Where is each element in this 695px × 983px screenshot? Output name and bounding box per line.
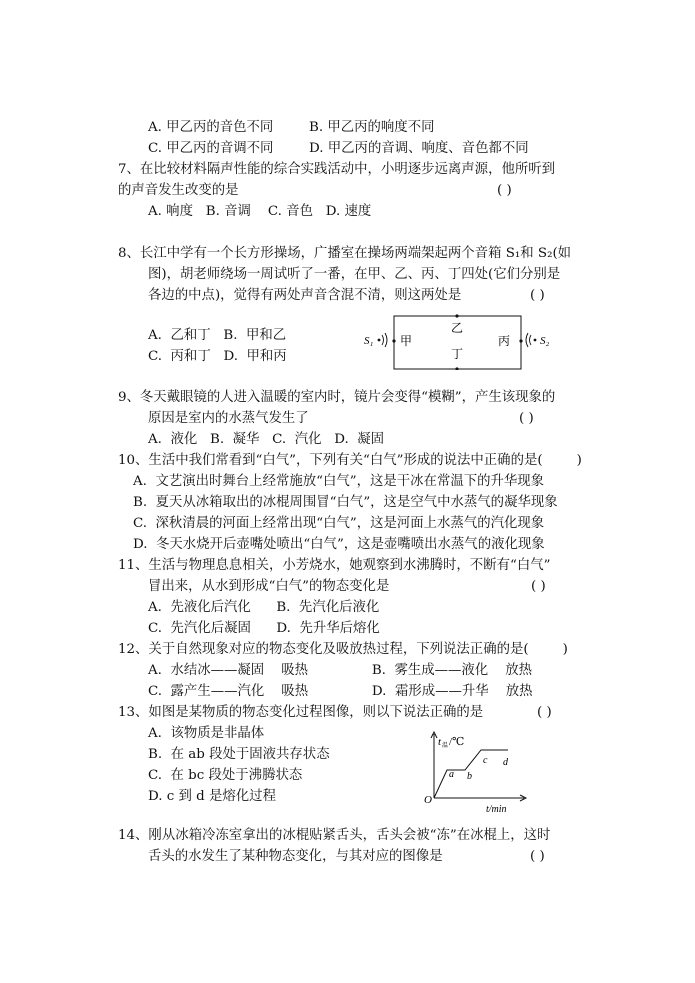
q11-options-ab: A. 先液化后汽化 B. 先汽化后液化 <box>148 600 380 615</box>
label-yi: 乙 <box>451 321 464 335</box>
label-jia: 甲 <box>400 334 413 348</box>
q6-option-b: B. 甲乙丙的响度不同 <box>309 120 435 135</box>
q12-stem: 12、关于自然现象对应的物态变化及吸放热过程，下列说法正确的是( ) <box>118 642 568 657</box>
q12-options-ab: A. 水结冰——凝固 吸热 B. 雾生成——液化 放热 <box>148 663 532 678</box>
q7-answer-blank: ( ) <box>497 183 512 198</box>
s1-speaker-icon <box>378 339 381 342</box>
q11-options-cd: C. 先汽化后凝固 D. 先升华后熔化 <box>148 621 380 636</box>
s2-speaker-icon <box>534 339 537 342</box>
q10-option-d: D. 冬天水烧开后壶嘴处喷出“白气”，这是壶嘴喷出水蒸气的液化现象 <box>133 537 545 552</box>
q11-stem-line1: 11、生活与物理息息相关，小芳烧水，她观察到水沸腾时，不断有“白气” <box>118 558 551 573</box>
q9-options: A. 液化 B. 凝华 C. 汽化 D. 凝固 <box>148 432 385 447</box>
q14-stem-line1: 14、刚从冰箱冷冻室拿出的冰棍贴紧舌头，舌头会被“冻”在冰棍上，这时 <box>118 828 551 843</box>
q13-option-c: C. 在 bc 段处于沸腾状态 <box>148 768 303 783</box>
q8-options-cd: C. 丙和丁 D. 甲和丙 <box>148 349 287 364</box>
midpoint-top <box>455 314 458 317</box>
q8-answer-blank: ( ) <box>530 288 545 303</box>
midpoint-right <box>519 339 522 342</box>
s2-sound-wave-icon <box>526 333 531 347</box>
s1-sound-wave-icon <box>382 333 387 347</box>
q8-stem-line3: 各边的中点)，觉得有两处声音含混不清，则这两处是 <box>148 288 462 303</box>
midpoint-bottom <box>455 367 458 370</box>
q7-stem-line2: 的声音发生改变的是 <box>118 183 239 198</box>
q10-stem: 10、生活中我们常看到“白气”，下列有关“白气”形成的说法中正确的是( ) <box>118 453 582 468</box>
q6-option-d: D. 甲乙丙的音调、响度、音色都不同 <box>309 141 529 156</box>
q9-stem-line1: 9、冬天戴眼镜的人进入温暖的室内时，镜片会变得“模糊”，产生该现象的 <box>118 390 556 405</box>
s2-label: S₂ <box>540 335 550 347</box>
point-c-label: c <box>483 755 488 766</box>
q12-options-cd: C. 露产生——汽化 吸热 D. 霜形成——升华 放热 <box>148 684 533 699</box>
q13-temperature-graph <box>418 728 528 814</box>
label-bing: 丙 <box>498 334 511 348</box>
q13-option-d: D. c 到 d 是熔化过程 <box>148 789 276 804</box>
point-d-label: d <box>503 757 508 768</box>
q8-playground-figure <box>360 308 560 370</box>
s1-label: S₁ <box>364 335 374 347</box>
y-axis-unit: /℃ <box>449 736 465 748</box>
origin-label: O <box>424 794 432 806</box>
q13-answer-blank: ( ) <box>537 705 552 720</box>
q6-option-a: A. 甲乙丙的音色不同 <box>148 120 274 135</box>
q11-stem-line2: 冒出来，从水到形成“白气”的物态变化是 <box>148 579 390 594</box>
q8-stem-line1: 8、长江中学有一个长方形操场，广播室在操场两端架起两个音箱 S₁和 S₂(如 <box>118 246 572 261</box>
q10-option-a: A. 文艺演出时舞台上经常施放“白气”，这是干冰在常温下的升华现象 <box>133 474 545 489</box>
point-a-label: a <box>449 769 454 780</box>
midpoint-left <box>392 339 395 342</box>
q10-option-b: B. 夏天从冰箱取出的冰棍周围冒“白气”，这是空气中水蒸气的凝华现象 <box>133 495 558 510</box>
q13-option-a: A. 该物质是非晶体 <box>148 726 265 741</box>
q13-option-b: B. 在 ab 段处于固液共存状态 <box>148 747 330 762</box>
q13-stem: 13、如图是某物质的物态变化过程图像，则以下说法正确的是 <box>118 705 484 720</box>
q11-answer-blank: ( ) <box>531 579 546 594</box>
q7-options: A. 响度 B. 音调 C. 音色 D. 速度 <box>148 204 372 219</box>
y-axis-subscript: 温 <box>442 743 449 749</box>
point-b-label: b <box>467 771 472 782</box>
q9-answer-blank: ( ) <box>519 411 534 426</box>
x-axis-label: t/min <box>486 804 507 814</box>
q6-option-c: C. 甲乙丙的音调不同 <box>148 141 274 156</box>
label-ding: 丁 <box>451 347 464 361</box>
q14-answer-blank: ( ) <box>530 849 545 864</box>
q7-stem-line1: 7、在比较材料隔声性能的综合实践活动中，小明逐步远离声源，他所听到 <box>118 162 556 177</box>
q8-stem-line2: 图)，胡老师绕场一周试听了一番，在甲、乙、丙、丁四处(它们分别是 <box>148 267 561 282</box>
q10-option-c: C. 深秋清晨的河面上经常出现“白气”，这是河面上水蒸气的汽化现象 <box>133 516 545 531</box>
q14-stem-line2: 舌头的水发生了某种物态变化，与其对应的图像是 <box>148 849 443 864</box>
q9-stem-line2: 原因是室内的水蒸气发生了 <box>148 411 309 426</box>
y-axis-label: t <box>438 736 442 748</box>
q8-options-ab: A. 乙和丁 B. 甲和乙 <box>148 328 287 343</box>
